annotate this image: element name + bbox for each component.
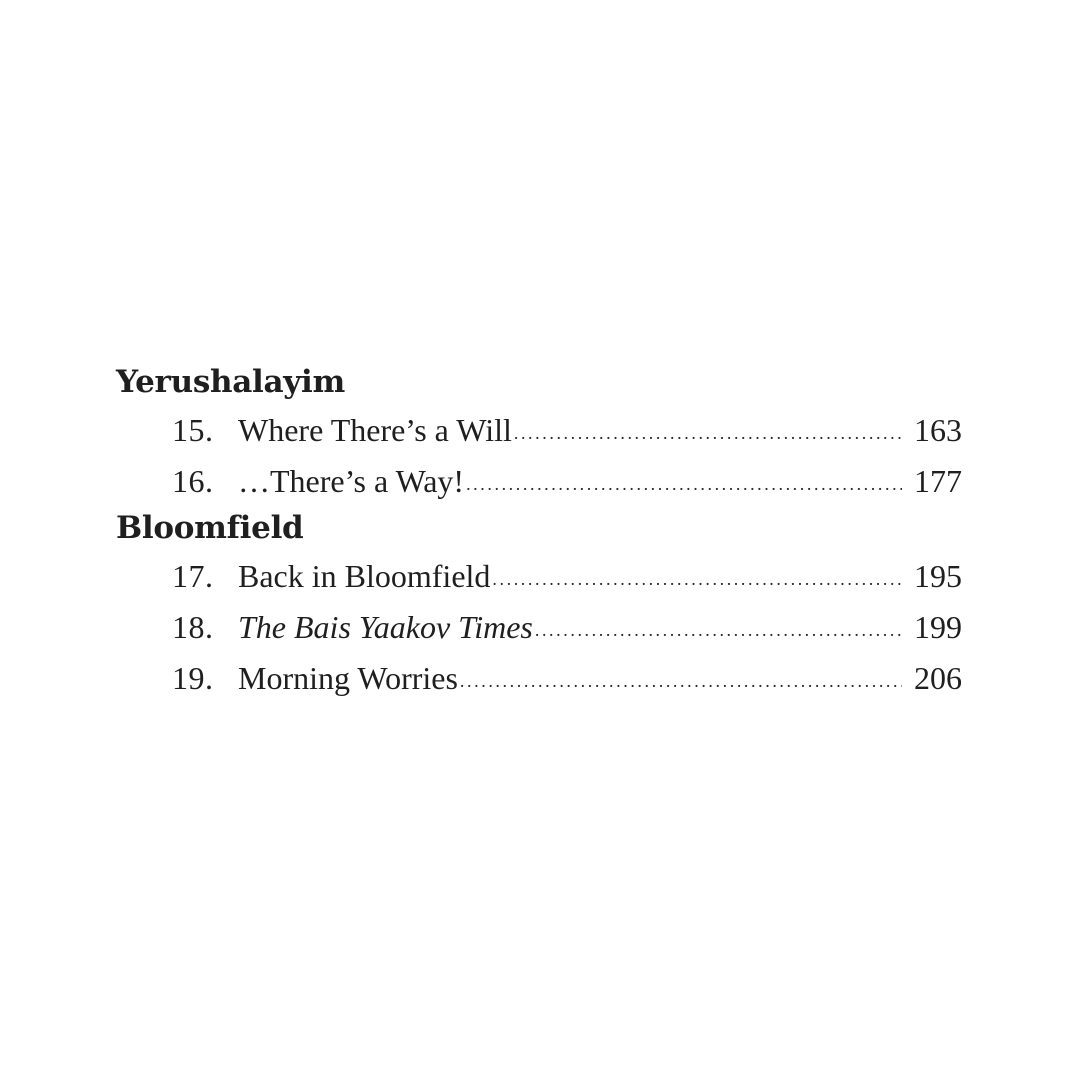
- chapter-title: Back in Bloomfield: [238, 558, 491, 594]
- chapter-number: 15.: [172, 412, 214, 448]
- dot-leader: [466, 460, 902, 508]
- dot-leader: [514, 409, 902, 457]
- dot-leader: [535, 606, 902, 654]
- toc-entry[interactable]: [172, 603, 962, 654]
- section-heading-bloomfield: Bloomfield: [116, 510, 304, 546]
- dot-leader: [460, 657, 902, 705]
- toc-entry[interactable]: [172, 406, 962, 457]
- toc-entry[interactable]: [172, 457, 962, 508]
- page-number: 195: [914, 558, 962, 594]
- page-number: 163: [914, 412, 962, 448]
- chapter-number: 16.: [172, 463, 214, 499]
- chapter-title: The Bais Yaakov Times: [238, 609, 533, 645]
- chapter-number: 18.: [172, 609, 214, 645]
- table-of-contents: [116, 362, 962, 705]
- dot-leader: [492, 555, 902, 603]
- chapter-title: Morning Worries: [238, 660, 458, 696]
- section-heading-yerushalayim: Yerushalayim: [116, 364, 345, 400]
- toc-entry[interactable]: [172, 552, 962, 603]
- chapter-title: …There’s a Way!: [238, 463, 465, 499]
- chapter-number: 17.: [172, 558, 214, 594]
- chapter-number: 19.: [172, 660, 214, 696]
- page-number: 199: [914, 609, 962, 645]
- chapter-title: Where There’s a Will: [238, 412, 512, 448]
- page-number: 177: [914, 463, 962, 499]
- toc-entry[interactable]: [172, 654, 962, 705]
- page-number: 206: [914, 660, 962, 696]
